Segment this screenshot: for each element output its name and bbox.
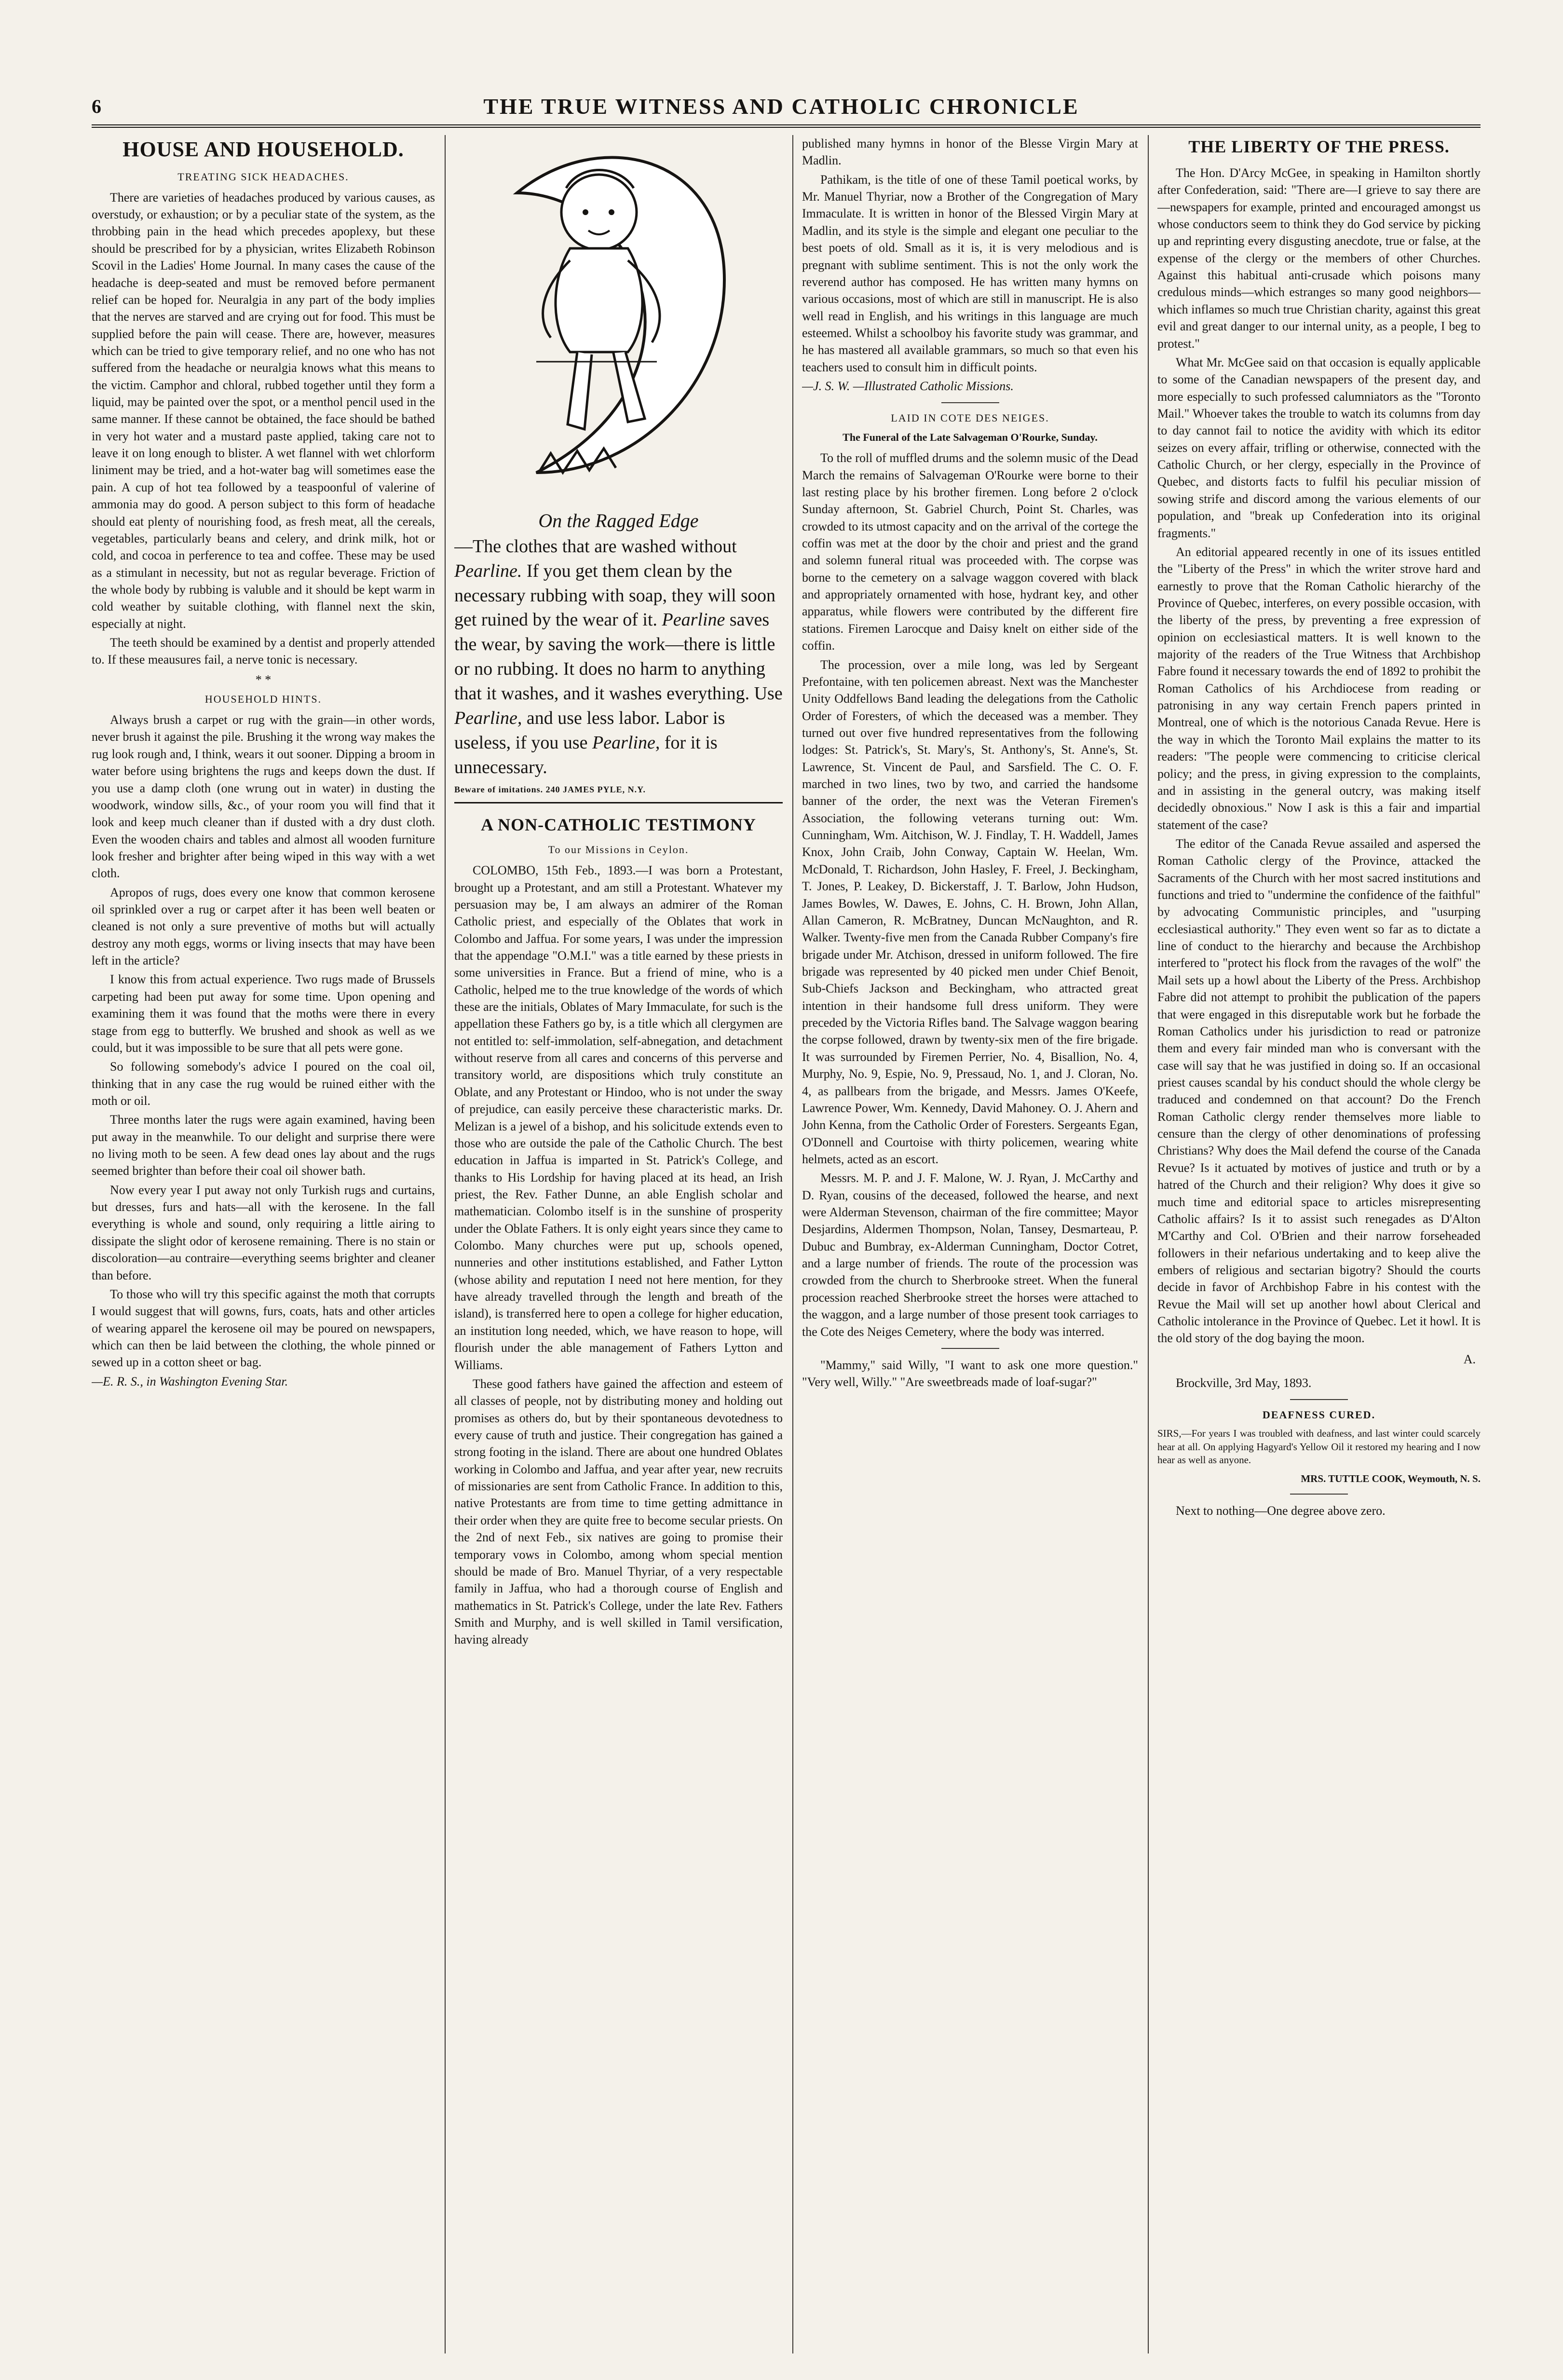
masthead (92, 92, 1481, 121)
divider (941, 1348, 999, 1349)
section-heading-house-household: HOUSE AND HOUSEHOLD. (122, 137, 404, 161)
article-paragraph: I know this from actual experience. Two rugs made of Brussels carpeting had been put away for some time. Upon opening and examining them it was found that the moths were there in every stage from egg to butterfly. We brushed and shook as well as we could, but it was impossible to be sure that all pets were gone. (92, 972, 435, 1055)
sub-heading-sick-headaches: TREATING SICK HEADACHES. (177, 170, 349, 183)
section-heading-cote-des-neiges: LAID IN COTE DES NEIGES. (891, 412, 1049, 424)
article-signature: —J. S. W. —Illustrated Catholic Missions. (802, 379, 1014, 394)
article-paragraph: What Mr. McGee said on that occasion is equally applicable to some of the Canadian newspapers of the present day, and more especially to such professed calumniators as the "Toronto Mail." Whoever takes the trouble to watch its columns from day to day cannot fail to notice the avidity with which its editor seizes on every affair, trifling or otherwise, connected with the Catholic Church, or her clergy, especially in the Province of Quebec, and distorts facts to fulfil his peculiar mission of sowing strife and discord among the various elements of our population, and "break up Confederation into its original fragments." (1157, 355, 1481, 540)
article-paragraph: Now every year I put away not only Turkish rugs and curtains, but dresses, furs and hats—all with the kerosene. In the fall everything is whole and sound, only requiring a little airing to dissipate the slight odor of kerosene remaining. There is no stain or discoloration—au contraire—everything seems brighter and cleaner than before. (92, 1183, 435, 1282)
section-heading-deafness: DEAFNESS CURED. (1262, 1409, 1376, 1421)
section-heading-testimony: A NON-CATHOLIC TESTIMONY (481, 815, 756, 835)
article-paragraph: COLOMBO, 15th Feb., 1893.—I was born a Protestant, brought up a Protestant, and am still a Protestant. Whatever my persuasion may be, I am always an admirer of the Roman Catholic priest, and especially of the Oblates that work in Colombo and Jaffua. For some years, I was under the impression that the appendage "O.M.I." was a title earned by these priests in some universities in France. But a friend of mine, who is a Catholic, helped me to the true knowledge of the words of which these are the initials, Oblates of Mary Immaculate, for such is the appellation these Fathers go by, is a title which all clergymen are not entitled to: self-immolation, self-abnegation, and detachment without reserve from all cares and concerns of this perverse and transitory world, are dispositions which truly constitute an Oblate, and any Protestant or Hindoo, who is not under the sway of prejudice, can easily perceive these characteristic marks. Dr. Melizan is a jewel of a bishop, and his solicitude extends even to those who are outside the pale of the Catholic Church. The best education in Jaffua is imparted in St. Patrick's College, and thanks to His Lordship for having placed at its head, an Irish priest, the Rev. Father Dunne, an able English scholar and mathematician. Colombo itself is in the sunshine of prosperity under the Oblate Fathers. It is only eight years since they came to Colombo. Many churches were put up, schools opened, nunneries and other institutions established, and Father Lytton (whose ability and reputation I need not here mention, for they have already travelled through the length and breath of the island), is transferred here to open a college for higher education, an institution long needed, which, we have reason to hope, will flourish under the able management of Fathers Lytton and Williams. (454, 863, 783, 1372)
column-2 (454, 135, 783, 2353)
column-3 (802, 135, 1138, 2353)
article-paragraph: These good fathers have gained the affection and esteem of all classes of people, not by distributing money and holding out promises as others do, but by their spontaneous devotedness to every cause of truth and justice. Their congregation has gained a strong footing in the island. There are about one hundred Oblates working in Colombo and Jaffua, and year after year, new recruits of missionaries are sent from Catholic France. In addition to this, native Protestants are from time to time getting admittance in their order when they are quite free to become secular priests. On the 2nd of next Feb., six natives are going to promise their temporary vows in Colombo, among whom special mention should be made of Bro. Manuel Thyriar, of a very respectable family in Jaffua, who had a thorough course of English and mathematics in St. Patrick's College, under the late Rev. Fathers Smith and Murphy, and is well skilled in Tamil versification, having already (454, 1376, 783, 1647)
masthead-rule (92, 124, 1481, 128)
column-1 (92, 135, 435, 2353)
ad-caption: On the Ragged Edge (538, 510, 699, 532)
divider (1290, 1494, 1348, 1495)
article-paragraph: published many hymns in honor of the Blesse Virgin Mary at Madlin. (802, 136, 1138, 168)
column-rule (445, 135, 446, 2353)
page-number: 6 (92, 95, 101, 117)
article-paragraph: So following somebody's advice I poured on the coal oil, thinking that in any case the rug would be ruined either with the moth or oil. (92, 1060, 435, 1108)
article-signature: —E. R. S., in Washington Evening Star. (92, 1374, 288, 1388)
article-paragraph: There are varieties of headaches produced by various causes, as overstudy, or exhaustion; or by a peculiar state of the system, as the throbbing pain in the head which precedes apoplexy, but these should be prescribed for by a physician, writes Elizabeth Robinson Scovil in the Ladies' Home Journal. In many cases the cause of the headache is deep-seated and must be removed before permanent relief can be hoped for. Neuralgia in any part of the body implies that the nerves are starved and are crying out for food. This must be supplied before the pain will cease. There are, however, measures which can be tried to give temporary relief, and no one who has not suffered from the headache or neuralgia knows what this means to the victim. Camphor and chloral, rubbed together until they form a liquid, may be painted over the spot, or a menthol pencil used in the same manner. If these cannot be obtained, the face should be bathed in very hot water and a mustard paste applied, taking care not to leave it on long enough to blister. A wet flannel with wet chlorform liniment may be tried, and a hot-water bag will sometimes ease the pain. A cup of hot tea followed by a teaspoonful of valerine of ammonia may do good. A person subject to this form of headache should eat plenty of nourishing food, as fresh meat, all the cereals, vegetables, particularly beans and celery, and drink milk, hot or cold, and cocoa in perference to tea and coffee. These may be used as a stimulant in necessity, but not as regular beverage. Friction of the whole body by rubbing is valuble and it should be kept warm in cold weather by suitable clothing, with flannel next the skin, especially at night. (92, 190, 435, 631)
sub-heading-household-hints: HOUSEHOLD HINTS. (204, 693, 322, 706)
section-divider-stars: * * (255, 672, 272, 687)
column-rule (792, 135, 793, 2353)
closing-anecdote: "Mammy," said Willy, "I want to ask one more question." "Very well, Willy." "Are sweetbreads made of loaf-sugar?" (802, 1358, 1138, 1389)
deafness-ad-signature: MRS. TUTTLE COOK, Weymouth, N. S. (1301, 1473, 1481, 1485)
ad-body: —The clothes that are washed without Pearline. If you get them clean by the necessary rubbing with soap, they will soon get ruined by the wear of it. Pearline saves the wear, by saving the work—there is little or no rubbing. It does no harm to anything that it washes, and it washes everything. Use Pearline, and use less labor. Labor is useless, if you use Pearline, for it is unnecessary. (454, 536, 783, 777)
deafness-ad-body: SIRS,—For years I was troubled with deafness, and last winter could scarcely hear at all. On applying Hagyard's Yellow Oil it restored my hearing and I now hear as well as anyone. (1157, 1428, 1481, 1466)
pearline-advertisement (454, 135, 783, 803)
signoff-initial: A. (1463, 1352, 1476, 1366)
column-4 (1157, 135, 1481, 2353)
section-heading-liberty-press: THE LIBERTY OF THE PRESS. (1188, 137, 1450, 156)
divider (1290, 1399, 1348, 1400)
ad-footer: Beware of imitations. 240 JAMES PYLE, N.Y. (454, 784, 646, 794)
divider (941, 402, 999, 403)
article-paragraph: To the roll of muffled drums and the solemn music of the Dead March the remains of Salvageman O'Rourke were borne to their last resting place by his brother firemen. Long before 2 o'clock Sunday afternoon, St. Gabriel Church, Point St. Charles, was crowded to its utmost capacity and on the arrival of the cortege the coffin was met at the door by the choir and priest and the grand and solemn funeral ritual was proceeded with. The corpse was borne to the cemetery on a salvage waggon covered with black and appropriately ornamented with hose, hydrant key, and other apparatus, while flowers were contributed by the different fire stations. Firemen Larocque and Daisy knelt on either side of the coffin. (802, 451, 1138, 653)
article-paragraph: The editor of the Canada Revue assailed and aspersed the Roman Catholic clergy of the Province, attacked the Sacraments of the Church with her most sacred institutions and functions and tried to "undermine the confidence of the faithful" by advocating Communistic principles, and "usurping ecclesiastical authority." They even went so far as to dictate a line of conduct to the hierarchy and because the Archbishop interfered to "protect his flock from the ravages of the wolf" the Mail sets up a howl about the Liberty of the Press. Archbishop Fabre did not attempt to prohibit the publication of the papers that were engaged in this disreputable work but he forbade the Roman Catholics under his jurisdiction to read or patronize them and every fair minded man who is conversant with the case will say that he was justified in doing so. If an occasional priest causes scandal by his conduct should the whole clergy be traduced and condemned on that account? Do the French Roman Catholic clergy render themselves more liable to censure than the clergy of other denominations of professing Christians? Why does the Mail defend the course of the Canada Revue? Is it actuated by motives of justice and truth or by a hatred of the Church and their religion? Why does it give so much time and editorial space to articles misrepresenting Catholic affairs? Is it to assist such renegades as D'Alton M'Carthy and Col. O'Brien and their narrow forseheaded followers in their nefarious undertaking and to keep alive the embers of religious and sectarian bigotry? Should the courts decide in favor of Archbishop Fabre in his contest with the Revue the Mail will set up another howl about Clerical and Catholic intolerance in the Province of Quebec. Let it howl. It is the old story of the dog baying the moon. (1157, 836, 1481, 1346)
article-paragraph: Messrs. M. P. and J. F. Malone, W. J. Ryan, J. McCarthy and D. Ryan, cousins of the deceased, followed the hearse, and next were Alderman Stevenson, chairman of the fire committee; Mayor Desjardins, Aldermen Thompson, Nolan, Tansey, Desmarteau, P. Dubuc and Bumbray, ex-Alderman Cunningham, Doctor Cotret, and a large number of friends. The route of the procession was crowded from the church to Sherbrooke street. When the funeral procession reached Sherbrooke street the horses were attached to the waggon, and a large number of those present took carriages to the Cote des Neiges Cemetery, where the body was interred. (802, 1171, 1138, 1339)
child-on-moon-illustration (454, 135, 783, 502)
article-paragraph: Apropos of rugs, does every one know that common kerosene oil sprinkled over a rug or carpet after it has been well beaten or cleaned is not only a sure preventive of moths but will actually destroy any moth eggs, worms or living insects that may have been left in the article? (92, 885, 435, 968)
article-paragraph: Three months later the rugs were again examined, having been put away in the meanwhile. To our delight and surprise there were no living moth to be seen. A few dead ones lay about and the rugs seemed brighter than before their coal oil shower bath. (92, 1113, 435, 1178)
article-paragraph: To those who will try this specific against the moth that corrupts I would suggest that will gowns, furs, coats, hats and other articles of wearing apparel the kerosene oil may be poured on newspapers, which can then be laid between the clothing, the whole pinned or sewed up in a cotton sheet or bag. (92, 1287, 435, 1370)
article-paragraph: The teeth should be examined by a dentist and properly attended to. If these meausures fail, a nerve tonic is necessary. (92, 636, 435, 667)
article-paragraph: Pathikam, is the title of one of these Tamil poetical works, by Mr. Manuel Thyriar, now a Brother of the Congregation of Mary Immaculate. It is written in honor of the Blessed Virgin Mary at Madlin, and its style is the simple and elegant one peculiar to the best poets of old. Small as it is, it is very melodious and is pregnant with sublime sentiment. This is not the only work the reverend author has composed. He has written many hymns on various occasions, most of which are still in manuscript. He is also well read in English, and his writings in this language are much esteemed. Whilst a schoolboy his favorite study was grammar, and he has mastered all available grammars, so much so that even his teachers used to consult him in difficult points. (802, 172, 1138, 374)
article-paragraph: The procession, over a mile long, was led by Sergeant Prefontaine, with ten policemen abreast. Next was the Manchester Unity Oddfellows Band leading the delegations from the Catholic Order of Foresters, of which the deceased was a member. They turned out over five hundred representatives from the following lodges: St. Patrick's, St. Mary's, St. Anthony's, St. Anne's, St. Lawrence, St. Vincent de Paul, and Sarsfield. The C. O. F. marched in two lines, two by two, and carried the handsome banner of the order, the next was the Veteran Firemen's Association, the following veterans turning out: Wm. Cunningham, Wm. Aitchison, W. J. Findlay, T. H. Waddell, James Knox, John Craib, John Conway, Captain W. Heelan, Wm. McDonald, T. Richardson, John Hasley, F. Freel, J. Beckingham, T. Jones, P. Leakey, D. Bickerstaff, J. T. Barlow, John Hudson, James Bowles, W. Dawes, E. Johns, C. H. Brown, John Allan, Allan Cameron, R. McBratney, Duncan McNaughton, and R. Walker. Twenty-five men from the Canada Rubber Company's fire brigade under Mr. Atchison, dressed in uniform followed. The fire brigade was represented by 40 picked men under Chief Benoit, Sub-Chiefs Jackson and Beckingham, who attracted great intention in their handsome full dress uniform. They were preceded by the Victoria Rifles band. The Salvage waggon bearing the corpse followed, drawn by twenty-six men of the fire brigade. It was surrounded by Firemen Perrier, No. 4, Bisallion, No. 4, Murphy, No. 9, Espie, No. 9, Pressaud, No. 1, and J. Cloran, No. 4, as pallbears from the brigade, and Messrs. James O'Keefe, Lawrence Power, Wm. Kennedy, David Mahoney. O. J. Ahern and John Kenna, from the Catholic Order of Foresters. Sergeants Egan, O'Donnell and Courtoise with thirty policemen, wearing white helmets, acted as an escort. (802, 657, 1138, 1166)
article-paragraph: An editorial appeared recently in one of its issues entitled the "Liberty of the Press" in which the writer strove hard and earnestly to prove that the Roman Catholic hierarchy of the Province of Quebec, interferes, on every possible occasion, with the liberty of the press, by preventing a free expression of opinion on ecclesiastical matters. It is well known to the majority of the readers of the True Witness that Archbishop Fabre found it necessary towards the end of 1892 to prohibit the Roman Catholics of his Archdiocese from reading or patronising in any way certain French papers printed in Montreal, one of which is the notorious Canada Revue. Here is the way in which the Toronto Mail explains the matter to its readers: "The people were commencing to criticise clerical policy; and the press, in giving expression to the complaints, and in assisting in the general outcry, was making itself decidedly obnoxious." Now I ask is this a fair and impartial statement of the case? (1157, 544, 1481, 832)
closing-joke: Next to nothing—One degree above zero. (1176, 1503, 1386, 1518)
article-paragraph: The Hon. D'Arcy McGee, in speaking in Hamilton shortly after Confederation, said: "There are—I grieve to say there are—newspapers for example, printed and encouraged amongst us whose conductors seem to think they do God service by picking up and reprinting every disgusting anecdote, true or false, at the expense of the clergy or the members of other Churches. Against this habitual anti-crusade which poisons many credulous minds—which estranges so many good neighbors—which inflames so much true Christian charity, against this great evil and great danger to our internal unity, as a people, I beg to protest." (1157, 165, 1481, 351)
sub-heading-funeral: The Funeral of the Late Salvageman O'Rourke, Sunday. (843, 431, 1098, 444)
column-rule (1148, 135, 1149, 2353)
article-paragraph: Always brush a carpet or rug with the grain—in other words, never brush it against the pile. Brushing it the wrong way makes the rug look rough and, I think, wears it out sooner. Dipping a broom in water before using brightens the rugs and keeps down the dust. If you use a damp cloth (one wrung out in water) in dusting the woodwork, window sills, &c., of your room you will find that it look and keep much cleaner than if dusted with a dry dust cloth. Even the wooden chairs and tables and almost all wooden furniture look fresher and brighter after being wiped in this way with a wet cloth. (92, 713, 435, 881)
sub-heading-ceylon: To our Missions in Ceylon. (548, 843, 689, 856)
newspaper-title: THE TRUE WITNESS AND CATHOLIC CHRONICLE (483, 94, 1079, 119)
dateline: Brockville, 3rd May, 1893. (1176, 1376, 1312, 1390)
